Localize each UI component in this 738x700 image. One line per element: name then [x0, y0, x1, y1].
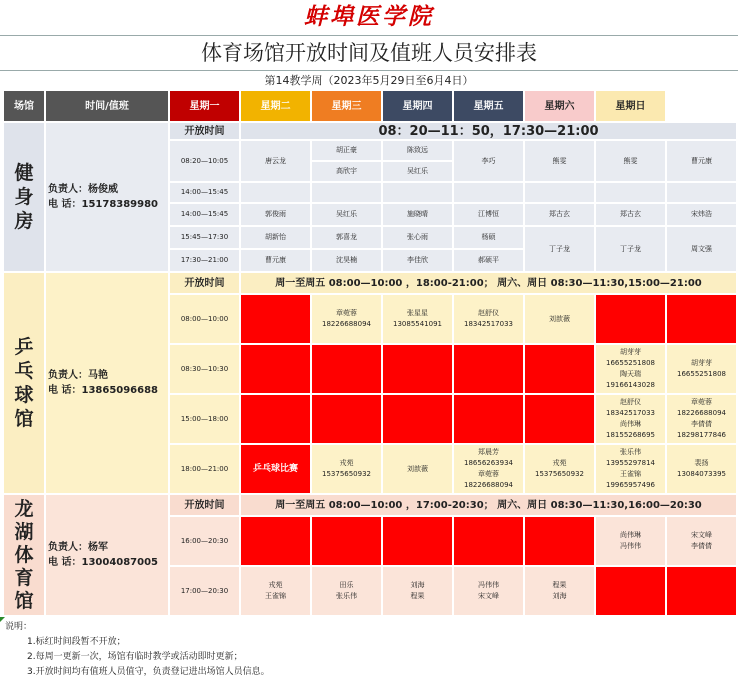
pingpong-cell: 赵舒仪 18342517033 尚伟琳 18155268695: [596, 395, 665, 443]
header-day-mon: 星期一: [170, 91, 239, 121]
closed-cell: [241, 295, 310, 343]
page-title: 体育场馆开放时间及值班人员安排表: [0, 35, 738, 71]
gym-cell: 高欣宇: [312, 162, 381, 181]
pingpong-cell: 章菀蓉 18226688094 李倩倩 18298177846: [667, 395, 736, 443]
header-day-fri: 星期五: [454, 91, 523, 121]
gym-cell: [241, 183, 310, 202]
gym-cell: 张心雨: [383, 227, 452, 248]
closed-cell: [241, 345, 310, 393]
closed-cell: [241, 517, 310, 565]
longhu-manager-name: 负责人：杨军: [48, 542, 108, 553]
gym-cell: 胡正豪: [312, 141, 381, 160]
pingpong-cell: 胡芽芽 16655251808: [667, 345, 736, 393]
gym-cell: 李佳欣: [383, 250, 452, 271]
gym-slot-3: 14:00—15:45: [170, 204, 239, 225]
closed-cell: [667, 567, 736, 615]
longhu-slot-1: 16:00—20:30: [170, 517, 239, 565]
gym-manager-phone: 电 话：15178389980: [48, 199, 159, 210]
pingpong-slot-2: 08:30—10:30: [170, 345, 239, 393]
closed-cell: [312, 345, 381, 393]
longhu-manager-phone: 电 话：13004087005: [48, 557, 159, 568]
closed-cell: [525, 517, 594, 565]
pingpong-cell: 张星星 13085541091: [383, 295, 452, 343]
venue-longhu: 龙 湖 体 育 馆: [4, 495, 44, 615]
longhu-open-time: 周一至周五 08:00—10:00 ，17:00-20:30； 周六、周日 08:30—11:30,16:00—20:30: [241, 495, 736, 515]
schedule-table: [2, 89, 738, 617]
pingpong-cell: 胡芽芽 16655251808 陶天瑞 19166143028: [596, 345, 665, 393]
longhu-open-label: 开放时间: [170, 495, 239, 515]
gym-cell: [596, 183, 665, 202]
gym-cell: 郝硕平: [454, 250, 523, 271]
header-day-wed: 星期三: [312, 91, 381, 121]
gym-cell: 曹元康: [667, 141, 736, 181]
header-venue: 场馆: [4, 91, 44, 121]
gym-cell: 江博恒: [454, 204, 523, 225]
gym-cell: 熊雯: [596, 141, 665, 181]
pingpong-cell: 刘歆薇: [383, 445, 452, 493]
closed-cell: [667, 295, 736, 343]
gym-cell: 郑古玄: [525, 204, 594, 225]
gym-open-time: 08：20—11：50，17:30—21:00: [241, 123, 736, 139]
note-item: 2.每周一更新一次，场馆有临时教学或活动即时更新；: [27, 652, 243, 662]
header-day-sat: 星期六: [525, 91, 594, 121]
pingpong-manager-phone: 电 话：13865096688: [48, 385, 159, 396]
notes-section: [5, 620, 735, 680]
pingpong-cell: 裴扬 13084073395: [667, 445, 736, 493]
gym-cell: 吴红乐: [383, 162, 452, 181]
gym-cell: 郭喜龙: [312, 227, 381, 248]
gym-manager: [46, 123, 168, 271]
pingpong-cell: 章菀蓉 18226688094: [312, 295, 381, 343]
pingpong-open-time: 周一至周五 08:00—10:00 ，18:00-21:00； 周六、周日 08:30—11:30,15:00—21:00: [241, 273, 736, 293]
closed-cell: [454, 345, 523, 393]
longhu-cell: 程果 刘海: [525, 567, 594, 615]
closed-cell: [383, 395, 452, 443]
gym-cell: 郑古玄: [596, 204, 665, 225]
gym-slot-2: 14:00—15:45: [170, 183, 239, 202]
gym-cell: 丁子龙: [596, 227, 665, 271]
gym-cell: 施晓晴: [383, 204, 452, 225]
closed-cell: [383, 345, 452, 393]
gym-cell: [383, 183, 452, 202]
pingpong-cell: 郑晨芳 18656263934 章菀蓉 18226688094: [454, 445, 523, 493]
header-day-tue: 星期二: [241, 91, 310, 121]
pingpong-open-label: 开放时间: [170, 273, 239, 293]
gym-slot-4: 15:45—17:30: [170, 227, 239, 248]
closed-cell: [241, 395, 310, 443]
longhu-cell: 戎苑 王雀锦: [241, 567, 310, 615]
gym-cell: 沈昊楠: [312, 250, 381, 271]
pingpong-cell: 刘歆薇: [525, 295, 594, 343]
gym-cell: 吴红乐: [312, 204, 381, 225]
gym-cell: 唐云龙: [241, 141, 310, 181]
closed-cell: [525, 395, 594, 443]
closed-cell: [383, 517, 452, 565]
closed-cell: [596, 567, 665, 615]
header-day-sun: 星期日: [596, 91, 665, 121]
pingpong-event-cell: 乒乓球比赛: [241, 445, 310, 493]
longhu-cell: 田乐 张乐伟: [312, 567, 381, 615]
gym-slot-1: 08:20—10:05: [170, 141, 239, 181]
header-time-duty: 时间/值班: [46, 91, 168, 121]
gym-cell: 杨硕: [454, 227, 523, 248]
venue-pingpong: 乒 乓 球 馆: [4, 273, 44, 493]
gym-manager-name: 负责人：杨俊威: [48, 184, 118, 195]
closed-cell: [454, 395, 523, 443]
gym-cell: 李巧: [454, 141, 523, 181]
closed-cell: [596, 295, 665, 343]
closed-cell: [312, 395, 381, 443]
notes-label: 说明：: [5, 622, 33, 632]
gym-cell: [525, 183, 594, 202]
venue-gym: 健 身 房: [4, 123, 44, 271]
gym-cell: 陈致远: [383, 141, 452, 160]
table-header-row: [4, 91, 736, 121]
pingpong-slot-3: 15:00—18:00: [170, 395, 239, 443]
gym-slot-5: 17:30—21:00: [170, 250, 239, 271]
gym-cell: 熊雯: [525, 141, 594, 181]
longhu-cell: 刘海 程果: [383, 567, 452, 615]
longhu-cell: 冯伟伟 宋文峰: [454, 567, 523, 615]
closed-cell: [525, 345, 594, 393]
longhu-cell: 宋文峰 李倩倩: [667, 517, 736, 565]
pingpong-cell: 戎苑 15375650932: [525, 445, 594, 493]
note-item: 3.开放时间均有值班人员值守，负责登记进出场馆人员信息。: [27, 667, 270, 677]
closed-cell: [312, 517, 381, 565]
pingpong-slot-1: 08:00—10:00: [170, 295, 239, 343]
pingpong-cell: 戎苑 15375650932: [312, 445, 381, 493]
gym-open-label: 开放时间: [170, 123, 239, 139]
longhu-manager: [46, 495, 168, 615]
gym-cell: 周文强: [667, 227, 736, 271]
pingpong-manager: [46, 273, 168, 493]
gym-cell: 宋炜浩: [667, 204, 736, 225]
gym-cell: [667, 183, 736, 202]
note-item: 1.标红时间段暂不开放；: [27, 637, 126, 647]
gym-cell: 曹元康: [241, 250, 310, 271]
gym-cell: 郭俊雨: [241, 204, 310, 225]
closed-cell: [454, 517, 523, 565]
pingpong-manager-name: 负责人：马艳: [48, 370, 108, 381]
pingpong-cell: 赵舒仪 18342517033: [454, 295, 523, 343]
longhu-cell: 尚伟琳 冯伟伟: [596, 517, 665, 565]
pingpong-slot-4: 18:00—21:00: [170, 445, 239, 493]
pingpong-cell: 张乐伟 13955297814 王雀锦 19965957496: [596, 445, 665, 493]
gym-cell: [312, 183, 381, 202]
week-label: 第14教学周（2023年5月29日至6月4日）: [264, 74, 474, 87]
gym-cell: 丁子龙: [525, 227, 594, 271]
gym-cell: [454, 183, 523, 202]
header-day-thu: 星期四: [383, 91, 452, 121]
school-logo-text: 蚌埠医学院: [304, 3, 434, 30]
gym-cell: 胡新怡: [241, 227, 310, 248]
longhu-slot-2: 17:00—20:30: [170, 567, 239, 615]
